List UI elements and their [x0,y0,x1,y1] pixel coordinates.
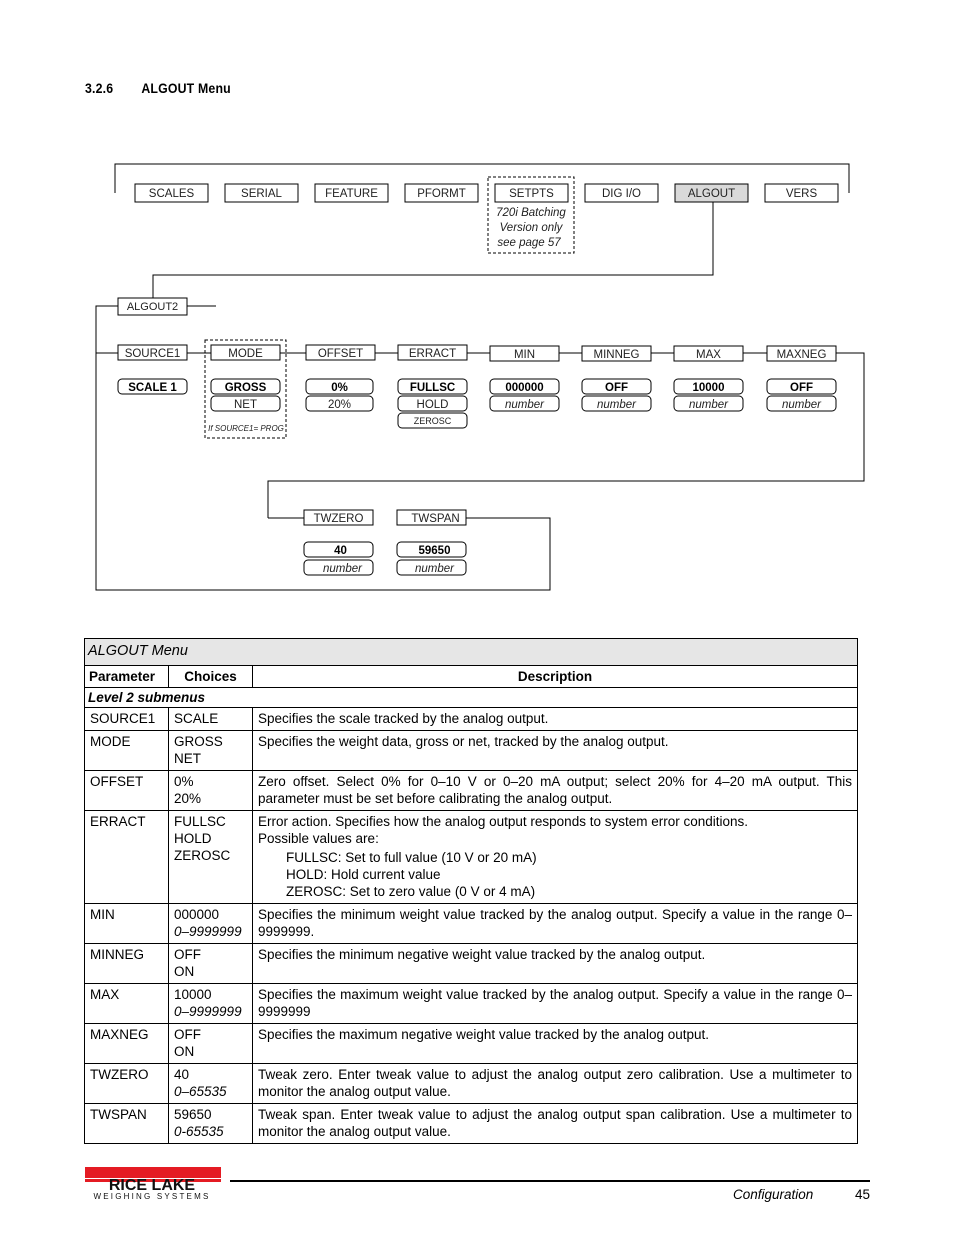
param-maxneg [767,346,836,411]
top-menu-algout [675,184,748,202]
param-value: NET [234,399,257,411]
top-menu-label: PFORMT [417,188,466,200]
param-value: number [323,563,362,575]
top-menu-feature [315,184,388,202]
param-value: HOLD [416,399,449,411]
row-desc: Specifies the maximum negative weight value tracked by the analog output. [258,1027,710,1042]
row-choice: 000000 [174,907,220,922]
row-choice: 0% [174,774,194,789]
param-label: TWZERO [313,513,364,525]
row-choice: 40 [174,1067,190,1082]
param-value: 20% [327,399,352,411]
top-menu-label: VERS [785,188,818,200]
table-row [85,1024,858,1064]
table-row [85,1104,858,1144]
top-menu-pformt [405,184,478,202]
param-offset [306,345,375,411]
param-value: OFF [790,382,813,394]
row-desc: Zero offset. Select 0% for 0–10 V or 0–20 mA output; select 20% for 4–20 mA output. This parameter must be set before calibrating the analog output. [258,774,852,806]
top-menu-serial [225,184,298,202]
possible-value: FULLSC: Set to full value (10 V or 20 mA) [286,850,537,865]
row-desc: Specifies the maximum weight value tracked by the analog output. Specify a value in the range 0–9999999 [258,987,852,1019]
algout-menu-table [84,638,858,1144]
param-value: 10000 [692,382,725,394]
row-param: OFFSET [85,771,169,811]
row-choice: FULLSC [174,814,226,829]
top-menu-vers [765,184,838,202]
top-menu-label: DIG I/O [602,188,641,200]
setpts-note: 720i Batching [496,207,566,219]
row-desc: Specifies the scale tracked by the analog output. [258,711,549,726]
param-value: GROSS [224,382,267,394]
row-param: MINNEG [85,944,169,984]
possible-value: HOLD: Hold current value [286,867,441,882]
table-row [85,904,858,944]
param-value: 40 [334,545,347,557]
row-param: MIN [85,904,169,944]
row-param: SOURCE1 [85,708,169,731]
top-menu-dig-io [585,184,658,202]
param-min [490,346,559,411]
table-row [85,811,858,904]
table-row [85,771,858,811]
row-desc: Tweak zero. Enter tweak value to adjust the analog output zero calibration. Use a multimeter to monitor the analog output value. [258,1067,852,1099]
level2-bracket [96,353,864,518]
top-menu-scales [135,184,208,202]
param-label: MAX [696,349,721,361]
row-param: TWSPAN [85,1104,169,1144]
row-choice: ON [174,1044,195,1059]
row-desc: Tweak span. Enter tweak value to adjust the analog output span calibration. Use a multimeter to monitor the analog output value. [258,1107,852,1139]
row-desc: Possible values are: [258,831,379,846]
row-choice: 0–65535 [174,1084,227,1099]
param-source1 [118,345,187,394]
top-menu-label: SETPTS [509,188,554,200]
footer-section: Configuration [733,1187,814,1202]
row-desc: Specifies the minimum weight value tracked by the analog output. Specify a value in the range 0–9999999. [258,907,852,939]
algout2-node [118,298,187,315]
param-value: number [689,399,728,411]
param-label: OFFSET [317,348,364,360]
param-label: ERRACT [408,348,457,360]
setpts-note: Version only [499,222,563,234]
param-value: number [415,563,454,575]
header-parameter: Parameter [85,666,169,688]
header-choices: Choices [169,666,253,688]
param-label: SOURCE1 [124,348,181,360]
table-caption: ALGOUT Menu [85,639,858,666]
row-param: MODE [85,731,169,771]
algout-connector [153,202,713,298]
logo-main: RICE LAKE [108,1177,196,1194]
footer-rule [230,1180,870,1182]
header-description: Description [253,666,858,688]
table-row [85,731,858,771]
rice-lake-logo [84,1165,224,1201]
table-caption-row [85,639,858,666]
table-subheader: Level 2 submenus [85,688,858,708]
param-label: MODE [228,348,263,360]
param-label: MIN [513,349,536,361]
top-menu-label: SCALES [148,188,195,200]
row-desc: Specifies the weight data, gross or net, tracked by the analog output. [258,734,669,749]
row-choice: OFF [174,1027,201,1042]
row-choice: GROSS [174,734,223,749]
row-desc: Error action. Specifies how the analog output responds to system error conditions. [258,814,749,829]
top-menu-label: ALGOUT [687,188,736,200]
param-twspan [397,510,466,575]
param-value: ZEROSC [413,416,452,426]
top-menu-label: SERIAL [241,188,282,200]
row-choice: 20% [174,791,202,806]
param-erract [398,345,467,428]
row-choice: 0–9999999 [174,924,242,939]
param-label: MINNEG [593,349,640,361]
table-row [85,944,858,984]
param-label: TWSPAN [411,513,460,525]
section-title: ALGOUT Menu [141,80,231,96]
row-choice: SCALE [174,711,219,726]
param-value: 0% [331,382,348,394]
table-subheader-row [85,688,858,708]
possible-value: ZEROSC: Set to zero value (0 V or 4 mA) [286,884,536,899]
top-menu-setpts [488,177,574,253]
row-param: MAX [85,984,169,1024]
row-choice: NET [174,751,201,766]
row-choice: 10000 [174,987,212,1002]
row-choice: ON [174,964,195,979]
row-desc: Specifies the minimum negative weight value tracked by the analog output. [258,947,706,962]
logo-sub: WEIGHING SYSTEMS [93,1192,211,1201]
param-minneg [582,346,651,411]
param-value: OFF [605,382,628,394]
param-max [674,346,743,411]
param-value: 59650 [418,545,451,557]
param-mode [205,340,286,438]
table-row [85,984,858,1024]
row-choice: 59650 [174,1107,212,1122]
table-row [85,708,858,731]
page-number: 45 [855,1187,871,1202]
table-header-row [85,666,858,688]
param-value: number [782,399,821,411]
section-number: 3.2.6 [85,80,114,96]
table-row [85,1064,858,1104]
row-choice: OFF [174,947,201,962]
row-param: TWZERO [85,1064,169,1104]
algout2-label: ALGOUT2 [126,301,179,313]
param-value: SCALE 1 [128,382,177,394]
top-menu-label: FEATURE [325,188,378,200]
param-label: MAXNEG [776,349,827,361]
param-value: number [505,399,544,411]
row-choice: 0–9999999 [174,1004,242,1019]
row-param: MAXNEG [85,1024,169,1064]
mode-note: If SOURCE1= PROG [208,424,284,433]
row-choice: 0-65535 [174,1124,224,1139]
row-param: ERRACT [85,811,169,904]
param-value: number [597,399,636,411]
row-choice: HOLD [174,831,212,846]
param-twzero [304,510,373,575]
setpts-note: see page 57 [497,237,561,249]
param-value: 000000 [505,382,544,394]
row-choice: ZEROSC [174,848,231,863]
param-value: FULLSC [409,382,456,394]
